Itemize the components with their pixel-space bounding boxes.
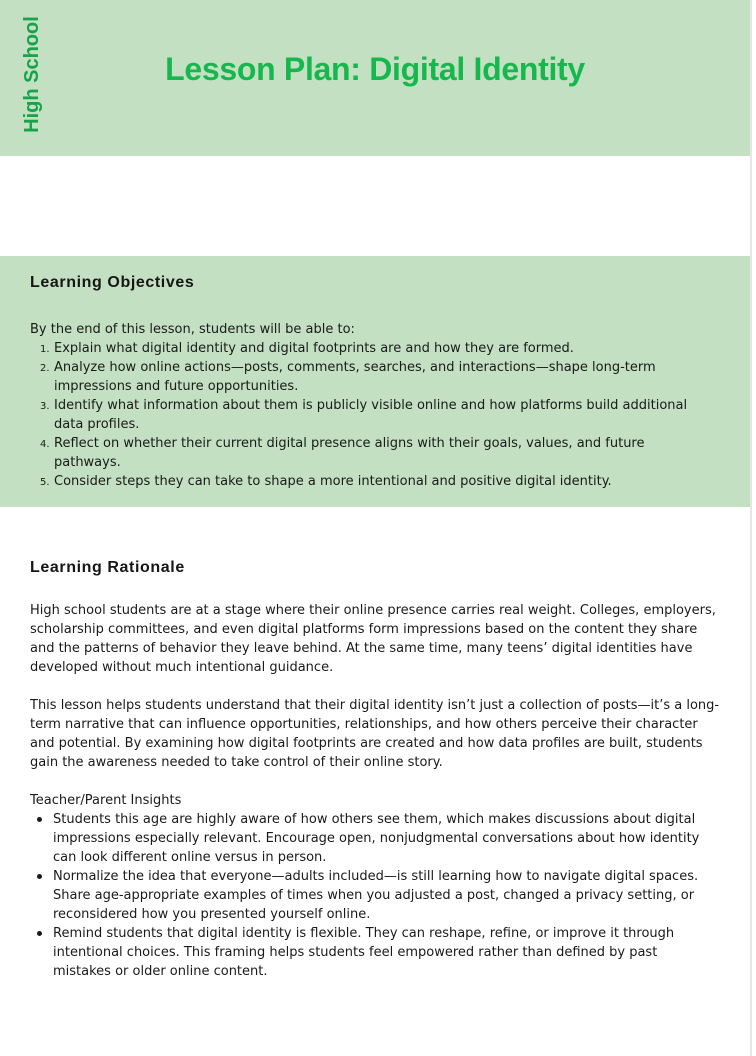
objective-item <box>40 472 714 491</box>
objectives-heading: Learning Objectives <box>30 274 195 291</box>
objective-item <box>40 396 714 434</box>
insight-item <box>53 810 715 867</box>
objective-text: Explain what digital identity and digital footprints are and how they are formed. <box>54 341 574 356</box>
insight-text: Normalize the idea that everyone—adults included—is still learning how to navigate digital spaces. Share age-appropriate examples of times when you adjusted a post, changed a privacy setting, or reconsidered how you presented yourself online. <box>53 869 699 922</box>
insight-item <box>53 867 715 924</box>
objective-text: Identify what information about them is publicly visible online and how platforms build additional data profiles. <box>54 398 688 432</box>
bullet-icon <box>37 874 42 879</box>
insights-list <box>53 810 715 981</box>
page-edge-divider <box>750 0 752 1056</box>
objectives-list <box>40 339 714 491</box>
insight-text: Students this age are highly aware of how others see them, which makes discussions about digital impressions especially relevant. Encourage open, nonjudgmental conversations about how identity can look different online versus in person. <box>53 812 700 865</box>
objective-number: 1. <box>40 344 50 355</box>
objective-number: 5. <box>40 477 50 488</box>
rationale-paragraph: High school students are at a stage where their online presence carries real weight. Colleges, employers, scholarship committees, and even digital platforms form impressions based on the content they share and the patterns of behavior they leave behind. At the same time, many teens’ digital identities have developed without much intentional guidance. <box>30 603 716 675</box>
objective-text: Consider steps they can take to shape a more intentional and positive digital identity. <box>54 474 612 489</box>
objective-item <box>40 434 714 472</box>
objective-item <box>40 339 714 358</box>
bullet-icon <box>37 817 42 822</box>
objectives-intro: By the end of this lesson, students will be able to: <box>30 322 355 337</box>
objective-number: 3. <box>40 401 50 412</box>
objective-text: Analyze how online actions—posts, comments, searches, and interactions—shape long-term impressions and future opportunities. <box>54 360 656 394</box>
bullet-icon <box>37 931 42 936</box>
insight-item <box>53 924 715 981</box>
insight-text: Remind students that digital identity is flexible. They can reshape, refine, or improve it through intentional choices. This framing helps students feel empowered rather than defined by past mistakes or older online content. <box>53 926 675 979</box>
objective-text: Reflect on whether their current digital presence aligns with their goals, values, and future pathways. <box>54 436 645 470</box>
grade-level-label: High School <box>20 15 43 133</box>
objective-number: 4. <box>40 439 50 450</box>
insights-title: Teacher/Parent Insights <box>30 793 182 808</box>
rationale-heading: Learning Rationale <box>30 559 185 576</box>
rationale-paragraph: This lesson helps students understand that their digital identity isn’t just a collection of posts—it’s a long-term narrative that can influence opportunities, relationships, and how others perceive their character and potential. By examining how digital footprints are created and how data profiles are built, students gain the awareness needed to take control of their online story. <box>30 698 720 770</box>
objective-number: 2. <box>40 363 50 374</box>
objective-item <box>40 358 714 396</box>
page-title: Lesson Plan: Digital Identity <box>165 51 585 87</box>
